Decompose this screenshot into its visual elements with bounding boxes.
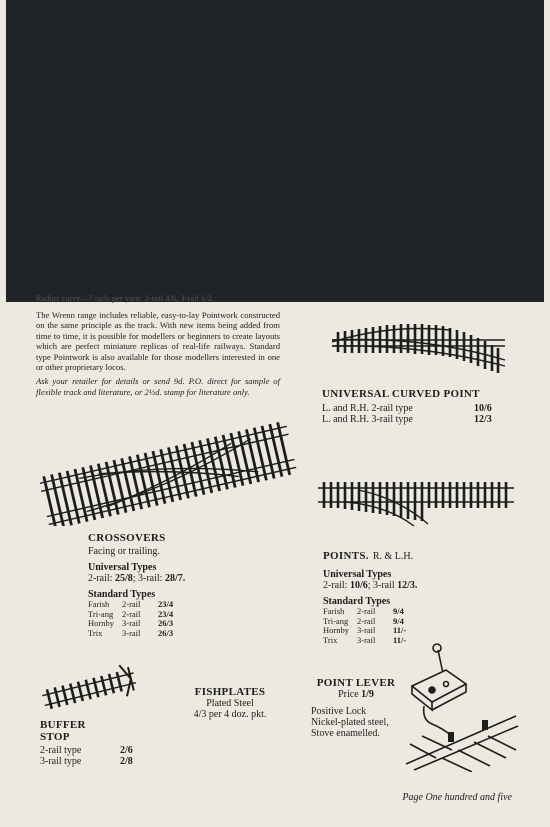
fishplates-material: Plated Steel [206, 698, 254, 709]
price-row: L. and R.H. 2-rail type 10/6 [322, 403, 492, 414]
table-row: Farish 2-rail 23/4 [88, 599, 174, 609]
crossovers-standard-table [88, 600, 173, 638]
crossovers-universal-prices: 2-rail: 25/8; 3-rail: 28/7. [88, 573, 186, 584]
crossovers-title: CROSSOVERS [88, 532, 166, 544]
fishplates-section [175, 686, 285, 720]
crossovers-standard-title: Standard Types [88, 589, 156, 600]
fishplates-title: FISHPLATES [194, 686, 266, 698]
price-row: 2-rail type 2/6 [40, 745, 133, 756]
point-lever-feature-3: Stove enamelled. [311, 728, 380, 739]
table-row: Trix 3-rail 11/- [323, 634, 407, 645]
point-lever-title: POINT LEVER [316, 677, 396, 689]
buffer-stop-title-line2: STOP [40, 731, 70, 743]
cut-off-text-strip: Radius curve—7 rails per yard: 2-rail 4/6, 3-rail 6/2. [36, 294, 215, 303]
table-row: Farish 2-rail 9/4 [323, 606, 404, 616]
points-universal-title: Universal Types [323, 569, 392, 580]
price-row: L. and R.H. 3-rail type 12/3 [322, 414, 492, 425]
points-title-suffix: R. & L.H. [372, 551, 414, 562]
point-lever-price-line: Price 1/9 [338, 689, 374, 700]
crossovers-subtitle: Facing or trailing. [88, 546, 160, 557]
point-lever-feature-1: Positive Lock [311, 706, 367, 717]
buffer-stop-illustration [40, 662, 148, 714]
table-row: Tri-ang 2-rail 23/4 [88, 608, 174, 619]
fishplates-price: 4/3 per 4 doz. pkt. [193, 709, 267, 720]
universal-curved-point-price-table [322, 403, 492, 425]
point-lever-illustration [402, 640, 520, 772]
buffer-stop-price-table [40, 745, 133, 767]
page-footer: Page One hundred and five [402, 792, 512, 803]
intro-text [36, 310, 280, 401]
crossovers-universal-title: Universal Types [88, 562, 157, 573]
points-illustration [318, 472, 518, 530]
points-universal-prices: 2-rail: 10/6; 3-rail 12/3. [323, 580, 418, 591]
buffer-stop-section [40, 719, 150, 767]
table-row: Hornby 3-rail 11/- [323, 625, 407, 635]
curved-point-illustration [330, 318, 510, 376]
points-standard-title: Standard Types [323, 596, 391, 607]
dark-cover-panel [6, 0, 544, 302]
crossovers-illustration [40, 418, 298, 526]
points-title: POINTS. [323, 550, 369, 562]
price-row: 3-rail type 2/8 [40, 756, 133, 767]
point-lever-feature-2: Nickel-plated steel, [311, 717, 389, 728]
points-section [323, 546, 533, 645]
crossovers-section [88, 532, 288, 638]
buffer-stop-title-line1: BUFFER [40, 719, 86, 731]
universal-curved-point-title: UNIVERSAL CURVED POINT [322, 388, 480, 400]
universal-curved-point-section [322, 388, 522, 425]
table-row: Tri-ang 2-rail 9/4 [323, 615, 404, 626]
points-standard-table [323, 607, 406, 645]
table-row: Trix 3-rail 26/3 [88, 627, 174, 638]
points-heading [323, 546, 533, 564]
intro-paragraph: The Wrenn range includes reliable, easy-to-lay Pointwork constructed on the same principle as the track. With new items being added from time to time, it is possible for modellers or beginners to create layouts which are perfect miniature replicas of real-life railways. Standard type Pointwork is also available for those modellers interested in one or other proprietary locos. [36, 310, 280, 373]
intro-order-paragraph: Ask your retailer for details or send 9d. P.O. direct for sample of flexible track and literature, or 2½d. stamp for literature only. [36, 376, 280, 397]
table-row: Hornby 3-rail 26/3 [88, 618, 174, 628]
